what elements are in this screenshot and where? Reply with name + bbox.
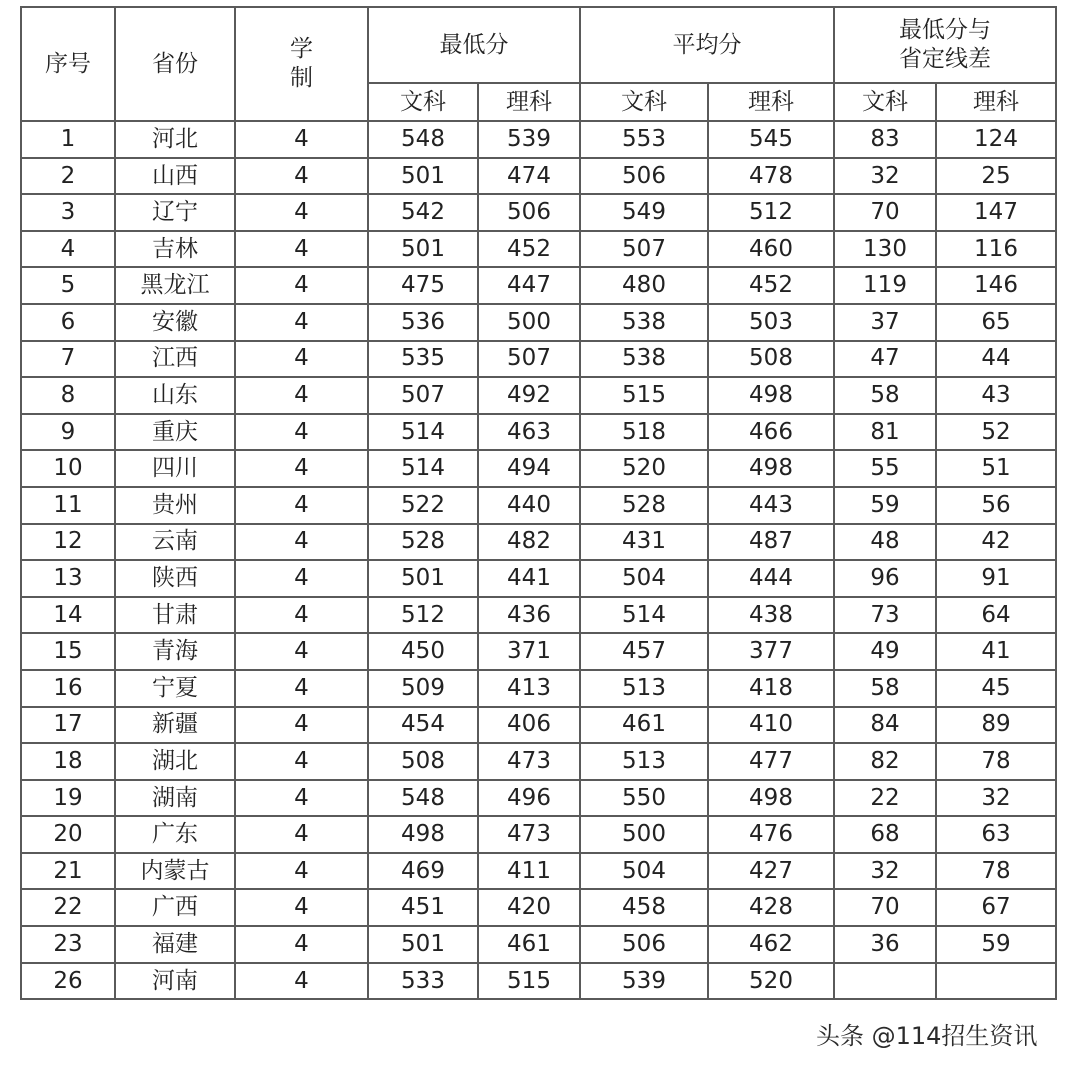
cell-min-arts: 548 <box>368 780 478 817</box>
table-row <box>21 707 1056 744</box>
cell-years: 4 <box>235 231 368 268</box>
cell-years: 4 <box>235 963 368 1000</box>
cell-min-science: 463 <box>478 414 580 451</box>
cell-years: 4 <box>235 121 368 158</box>
cell-diff-arts: 83 <box>834 121 936 158</box>
cell-min-arts: 501 <box>368 231 478 268</box>
cell-avg-science: 512 <box>708 194 834 231</box>
table-row <box>21 524 1056 561</box>
cell-diff-arts: 58 <box>834 377 936 414</box>
cell-diff-science: 146 <box>936 267 1056 304</box>
cell-avg-arts: 550 <box>580 780 708 817</box>
cell-index: 13 <box>21 560 115 597</box>
table-row <box>21 926 1056 963</box>
cell-min-arts: 535 <box>368 341 478 378</box>
cell-years: 4 <box>235 487 368 524</box>
cell-province: 黑龙江 <box>115 267 235 304</box>
cell-diff-science: 44 <box>936 341 1056 378</box>
cell-avg-science: 503 <box>708 304 834 341</box>
cell-avg-arts: 518 <box>580 414 708 451</box>
cell-min-science: 440 <box>478 487 580 524</box>
cell-diff-arts: 49 <box>834 633 936 670</box>
table-row <box>21 121 1056 158</box>
table-row <box>21 633 1056 670</box>
header-avg-score: 平均分 <box>580 7 834 83</box>
cell-min-science: 441 <box>478 560 580 597</box>
cell-avg-science: 444 <box>708 560 834 597</box>
cell-diff-science: 116 <box>936 231 1056 268</box>
table-row <box>21 743 1056 780</box>
table-row <box>21 414 1056 451</box>
cell-diff-science: 41 <box>936 633 1056 670</box>
cell-diff-science: 56 <box>936 487 1056 524</box>
header-diff <box>834 7 1056 83</box>
cell-years: 4 <box>235 889 368 926</box>
cell-min-arts: 528 <box>368 524 478 561</box>
cell-diff-arts: 47 <box>834 341 936 378</box>
cell-years: 4 <box>235 414 368 451</box>
cell-min-science: 539 <box>478 121 580 158</box>
cell-years: 4 <box>235 267 368 304</box>
cell-diff-science: 147 <box>936 194 1056 231</box>
cell-diff-science: 78 <box>936 853 1056 890</box>
cell-diff-science: 42 <box>936 524 1056 561</box>
cell-min-arts: 508 <box>368 743 478 780</box>
cell-province: 吉林 <box>115 231 235 268</box>
cell-diff-science: 65 <box>936 304 1056 341</box>
cell-diff-arts: 55 <box>834 450 936 487</box>
cell-years: 4 <box>235 158 368 195</box>
subheader-avg-science: 理科 <box>708 83 834 121</box>
cell-province: 内蒙古 <box>115 853 235 890</box>
cell-years: 4 <box>235 524 368 561</box>
cell-province: 云南 <box>115 524 235 561</box>
cell-index: 17 <box>21 707 115 744</box>
cell-diff-science: 51 <box>936 450 1056 487</box>
subheader-avg-arts: 文科 <box>580 83 708 121</box>
cell-diff-science: 45 <box>936 670 1056 707</box>
table-row <box>21 194 1056 231</box>
cell-years: 4 <box>235 633 368 670</box>
cell-province: 湖北 <box>115 743 235 780</box>
cell-diff-arts: 59 <box>834 487 936 524</box>
cell-diff-arts <box>834 963 936 1000</box>
cell-province: 福建 <box>115 926 235 963</box>
subheader-min-arts: 文科 <box>368 83 478 121</box>
cell-province: 安徽 <box>115 304 235 341</box>
cell-diff-arts: 58 <box>834 670 936 707</box>
cell-diff-science: 43 <box>936 377 1056 414</box>
score-table-container <box>20 6 1055 1000</box>
cell-avg-arts: 528 <box>580 487 708 524</box>
cell-diff-science: 67 <box>936 889 1056 926</box>
cell-diff-science: 25 <box>936 158 1056 195</box>
cell-years: 4 <box>235 780 368 817</box>
table-row <box>21 780 1056 817</box>
cell-min-science: 420 <box>478 889 580 926</box>
cell-avg-science: 427 <box>708 853 834 890</box>
cell-years: 4 <box>235 304 368 341</box>
cell-diff-science: 64 <box>936 597 1056 634</box>
cell-avg-arts: 539 <box>580 963 708 1000</box>
cell-avg-arts: 538 <box>580 304 708 341</box>
cell-index: 12 <box>21 524 115 561</box>
table-row <box>21 963 1056 1000</box>
cell-diff-arts: 48 <box>834 524 936 561</box>
table-row <box>21 597 1056 634</box>
cell-province: 河北 <box>115 121 235 158</box>
cell-province: 陕西 <box>115 560 235 597</box>
header-min-score: 最低分 <box>368 7 580 83</box>
cell-min-arts: 507 <box>368 377 478 414</box>
watermark-text: 头条 @114招生资讯 <box>812 1016 1041 1051</box>
cell-years: 4 <box>235 194 368 231</box>
cell-avg-arts: 500 <box>580 816 708 853</box>
cell-index: 22 <box>21 889 115 926</box>
cell-years: 4 <box>235 597 368 634</box>
table-row <box>21 267 1056 304</box>
header-diff-line1: 最低分与 <box>899 17 991 44</box>
cell-min-arts: 454 <box>368 707 478 744</box>
cell-avg-arts: 461 <box>580 707 708 744</box>
cell-index: 11 <box>21 487 115 524</box>
cell-avg-arts: 480 <box>580 267 708 304</box>
cell-avg-science: 476 <box>708 816 834 853</box>
cell-province: 青海 <box>115 633 235 670</box>
cell-avg-arts: 538 <box>580 341 708 378</box>
cell-min-arts: 450 <box>368 633 478 670</box>
subheader-diff-science: 理科 <box>936 83 1056 121</box>
cell-avg-arts: 504 <box>580 560 708 597</box>
cell-years: 4 <box>235 560 368 597</box>
cell-avg-science: 443 <box>708 487 834 524</box>
cell-index: 14 <box>21 597 115 634</box>
cell-years: 4 <box>235 670 368 707</box>
table-row <box>21 158 1056 195</box>
header-years-line1: 学 <box>290 36 313 63</box>
cell-diff-science: 89 <box>936 707 1056 744</box>
cell-avg-arts: 549 <box>580 194 708 231</box>
cell-avg-science: 428 <box>708 889 834 926</box>
cell-province: 宁夏 <box>115 670 235 707</box>
cell-diff-science: 78 <box>936 743 1056 780</box>
cell-diff-arts: 82 <box>834 743 936 780</box>
cell-min-science: 496 <box>478 780 580 817</box>
cell-avg-arts: 458 <box>580 889 708 926</box>
cell-diff-arts: 22 <box>834 780 936 817</box>
cell-min-science: 461 <box>478 926 580 963</box>
cell-diff-arts: 68 <box>834 816 936 853</box>
cell-province: 重庆 <box>115 414 235 451</box>
cell-province: 新疆 <box>115 707 235 744</box>
cell-years: 4 <box>235 816 368 853</box>
cell-min-science: 494 <box>478 450 580 487</box>
header-years-line2: 制 <box>290 65 313 91</box>
cell-index: 16 <box>21 670 115 707</box>
cell-diff-arts: 81 <box>834 414 936 451</box>
cell-years: 4 <box>235 853 368 890</box>
cell-years: 4 <box>235 707 368 744</box>
cell-min-arts: 514 <box>368 450 478 487</box>
cell-min-science: 506 <box>478 194 580 231</box>
cell-min-arts: 542 <box>368 194 478 231</box>
cell-diff-science: 124 <box>936 121 1056 158</box>
cell-province: 广西 <box>115 889 235 926</box>
cell-avg-arts: 431 <box>580 524 708 561</box>
cell-min-science: 492 <box>478 377 580 414</box>
cell-index: 2 <box>21 158 115 195</box>
cell-avg-science: 487 <box>708 524 834 561</box>
cell-min-science: 474 <box>478 158 580 195</box>
cell-min-science: 406 <box>478 707 580 744</box>
cell-index: 8 <box>21 377 115 414</box>
table-row <box>21 853 1056 890</box>
cell-index: 26 <box>21 963 115 1000</box>
table-row <box>21 889 1056 926</box>
cell-province: 河南 <box>115 963 235 1000</box>
cell-min-science: 515 <box>478 963 580 1000</box>
cell-avg-science: 520 <box>708 963 834 1000</box>
table-row <box>21 450 1056 487</box>
cell-index: 4 <box>21 231 115 268</box>
cell-avg-science: 545 <box>708 121 834 158</box>
header-years <box>235 7 368 121</box>
cell-avg-arts: 504 <box>580 853 708 890</box>
cell-province: 贵州 <box>115 487 235 524</box>
cell-avg-arts: 507 <box>580 231 708 268</box>
cell-avg-arts: 553 <box>580 121 708 158</box>
table-row <box>21 304 1056 341</box>
cell-diff-science: 91 <box>936 560 1056 597</box>
table-row <box>21 231 1056 268</box>
cell-index: 19 <box>21 780 115 817</box>
cell-index: 1 <box>21 121 115 158</box>
cell-min-science: 500 <box>478 304 580 341</box>
cell-min-arts: 514 <box>368 414 478 451</box>
cell-avg-science: 508 <box>708 341 834 378</box>
table-header <box>21 7 1056 121</box>
cell-province: 江西 <box>115 341 235 378</box>
cell-avg-science: 498 <box>708 450 834 487</box>
cell-min-science: 411 <box>478 853 580 890</box>
cell-avg-science: 498 <box>708 780 834 817</box>
cell-min-arts: 469 <box>368 853 478 890</box>
cell-avg-arts: 506 <box>580 158 708 195</box>
cell-index: 15 <box>21 633 115 670</box>
cell-diff-arts: 84 <box>834 707 936 744</box>
cell-index: 23 <box>21 926 115 963</box>
cell-min-science: 371 <box>478 633 580 670</box>
cell-min-science: 413 <box>478 670 580 707</box>
table-row <box>21 377 1056 414</box>
cell-years: 4 <box>235 743 368 780</box>
cell-province: 山东 <box>115 377 235 414</box>
cell-min-science: 447 <box>478 267 580 304</box>
table-row <box>21 816 1056 853</box>
cell-index: 18 <box>21 743 115 780</box>
table-row <box>21 341 1056 378</box>
cell-min-arts: 451 <box>368 889 478 926</box>
cell-avg-science: 478 <box>708 158 834 195</box>
cell-min-science: 473 <box>478 816 580 853</box>
cell-province: 辽宁 <box>115 194 235 231</box>
header-diff-line2: 省定线差 <box>899 46 991 72</box>
table-body <box>21 121 1056 999</box>
cell-diff-arts: 36 <box>834 926 936 963</box>
cell-diff-arts: 70 <box>834 889 936 926</box>
cell-min-arts: 501 <box>368 158 478 195</box>
cell-years: 4 <box>235 450 368 487</box>
cell-diff-science: 63 <box>936 816 1056 853</box>
subheader-diff-arts: 文科 <box>834 83 936 121</box>
cell-diff-arts: 37 <box>834 304 936 341</box>
cell-avg-arts: 515 <box>580 377 708 414</box>
cell-avg-science: 460 <box>708 231 834 268</box>
cell-min-arts: 533 <box>368 963 478 1000</box>
cell-min-arts: 501 <box>368 926 478 963</box>
cell-min-science: 507 <box>478 341 580 378</box>
cell-diff-science: 32 <box>936 780 1056 817</box>
cell-index: 7 <box>21 341 115 378</box>
cell-min-arts: 475 <box>368 267 478 304</box>
cell-min-arts: 512 <box>368 597 478 634</box>
cell-index: 9 <box>21 414 115 451</box>
cell-avg-science: 452 <box>708 267 834 304</box>
admission-score-table <box>20 6 1057 1000</box>
cell-min-science: 473 <box>478 743 580 780</box>
subheader-min-science: 理科 <box>478 83 580 121</box>
cell-years: 4 <box>235 377 368 414</box>
cell-min-science: 452 <box>478 231 580 268</box>
cell-avg-science: 377 <box>708 633 834 670</box>
cell-index: 5 <box>21 267 115 304</box>
cell-avg-science: 410 <box>708 707 834 744</box>
cell-avg-science: 498 <box>708 377 834 414</box>
cell-province: 四川 <box>115 450 235 487</box>
cell-years: 4 <box>235 341 368 378</box>
cell-diff-arts: 119 <box>834 267 936 304</box>
cell-province: 甘肃 <box>115 597 235 634</box>
cell-avg-science: 462 <box>708 926 834 963</box>
cell-diff-arts: 70 <box>834 194 936 231</box>
cell-diff-arts: 32 <box>834 853 936 890</box>
cell-avg-science: 477 <box>708 743 834 780</box>
cell-avg-science: 438 <box>708 597 834 634</box>
cell-min-arts: 501 <box>368 560 478 597</box>
cell-index: 21 <box>21 853 115 890</box>
cell-province: 湖南 <box>115 780 235 817</box>
cell-min-science: 482 <box>478 524 580 561</box>
cell-province: 广东 <box>115 816 235 853</box>
cell-diff-arts: 73 <box>834 597 936 634</box>
cell-diff-arts: 130 <box>834 231 936 268</box>
cell-avg-arts: 514 <box>580 597 708 634</box>
cell-diff-science <box>936 963 1056 1000</box>
header-index: 序号 <box>21 7 115 121</box>
cell-diff-arts: 96 <box>834 560 936 597</box>
cell-diff-arts: 32 <box>834 158 936 195</box>
cell-avg-science: 418 <box>708 670 834 707</box>
cell-index: 3 <box>21 194 115 231</box>
cell-province: 山西 <box>115 158 235 195</box>
cell-min-arts: 509 <box>368 670 478 707</box>
header-province: 省份 <box>115 7 235 121</box>
cell-avg-arts: 457 <box>580 633 708 670</box>
cell-index: 20 <box>21 816 115 853</box>
cell-min-arts: 536 <box>368 304 478 341</box>
cell-min-science: 436 <box>478 597 580 634</box>
cell-index: 6 <box>21 304 115 341</box>
cell-min-arts: 548 <box>368 121 478 158</box>
cell-index: 10 <box>21 450 115 487</box>
table-row <box>21 487 1056 524</box>
cell-min-arts: 522 <box>368 487 478 524</box>
cell-avg-arts: 520 <box>580 450 708 487</box>
cell-avg-science: 466 <box>708 414 834 451</box>
cell-min-arts: 498 <box>368 816 478 853</box>
cell-diff-science: 59 <box>936 926 1056 963</box>
cell-diff-science: 52 <box>936 414 1056 451</box>
cell-years: 4 <box>235 926 368 963</box>
cell-avg-arts: 513 <box>580 743 708 780</box>
table-row <box>21 670 1056 707</box>
cell-avg-arts: 513 <box>580 670 708 707</box>
table-row <box>21 560 1056 597</box>
cell-avg-arts: 506 <box>580 926 708 963</box>
